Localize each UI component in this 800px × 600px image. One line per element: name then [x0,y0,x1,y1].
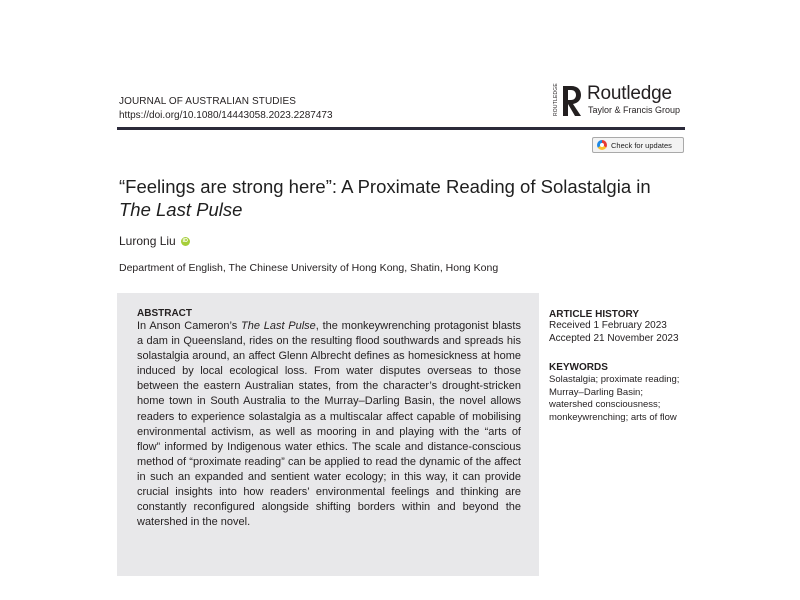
routledge-r-icon [553,82,585,118]
abstract-text-part1: In Anson Cameron’s [137,320,242,332]
keywords-heading: KEYWORDS [549,362,608,373]
article-title-text: “Feelings are strong here”: A Proximate Reading of Solastalgia in [119,176,651,197]
publisher-logo [553,80,693,120]
abstract-text-italic: The Last Pulse [241,320,316,332]
abstract-heading: ABSTRACT [137,308,192,319]
author-name[interactable]: Lurong Liu [119,234,176,248]
article-history-heading: ARTICLE HISTORY [549,309,640,320]
abstract-text [137,319,521,530]
affiliation: Department of English, The Chinese University of Hong Kong, Shatin, Hong Kong [119,262,499,274]
author [119,234,190,248]
doi-link[interactable]: https://doi.org/10.1080/14443058.2023.2287473 [119,110,333,121]
orcid-icon[interactable]: iD [182,237,188,244]
check-for-updates-label: Check for updates [611,140,672,150]
header-rule [117,127,685,130]
article-title [119,175,659,221]
publisher-vertical-text: ROUTLEDGE [553,83,559,116]
accepted-date: Accepted 21 November 2023 [549,333,679,344]
received-date: Received 1 February 2023 [549,320,667,331]
publisher-name: Routledge [587,83,672,104]
check-for-updates-button[interactable] [592,137,684,153]
journal-name: JOURNAL OF AUSTRALIAN STUDIES [119,96,297,107]
keywords-list: Solastalgia; proximate reading; Murray–Darling Basin; watershed consciousness; monkeywrenching; arts of flow [549,374,680,423]
article-title-italic: The Last Pulse [119,199,243,220]
crossmark-icon [597,140,607,150]
publisher-group: Taylor & Francis Group [588,105,681,115]
abstract-text-part2: , the monkeywrenching protagonist blasts a dam in Queensland, rides on the resulting flood southwards and spreads his solastalgia around, an affect Glenn Albrecht defines as homesickness at home induced by local ecological loss. From water disputes overseas to those between the eastern Australian states, from the character’s drought-stricken home town in South Australia to the Murray–Darling Basin, the novel allows readers to experience solastalgia as a multiscalar affect capable of mobilising environmental activism, as well as mooring in and playing with the “arts of flow” informed by Indigenous water ethics. The scale and distance-conscious method of “proximate reading” can be applied to read the dynamic of the affect in such an expanded and sentient water ecology; in this way, it can provide crucial insights into how readers’ environmental feelings and thinking are constantly reconfigured alongside shifting borders within and beyond the watershed in the novel. [137,320,521,529]
